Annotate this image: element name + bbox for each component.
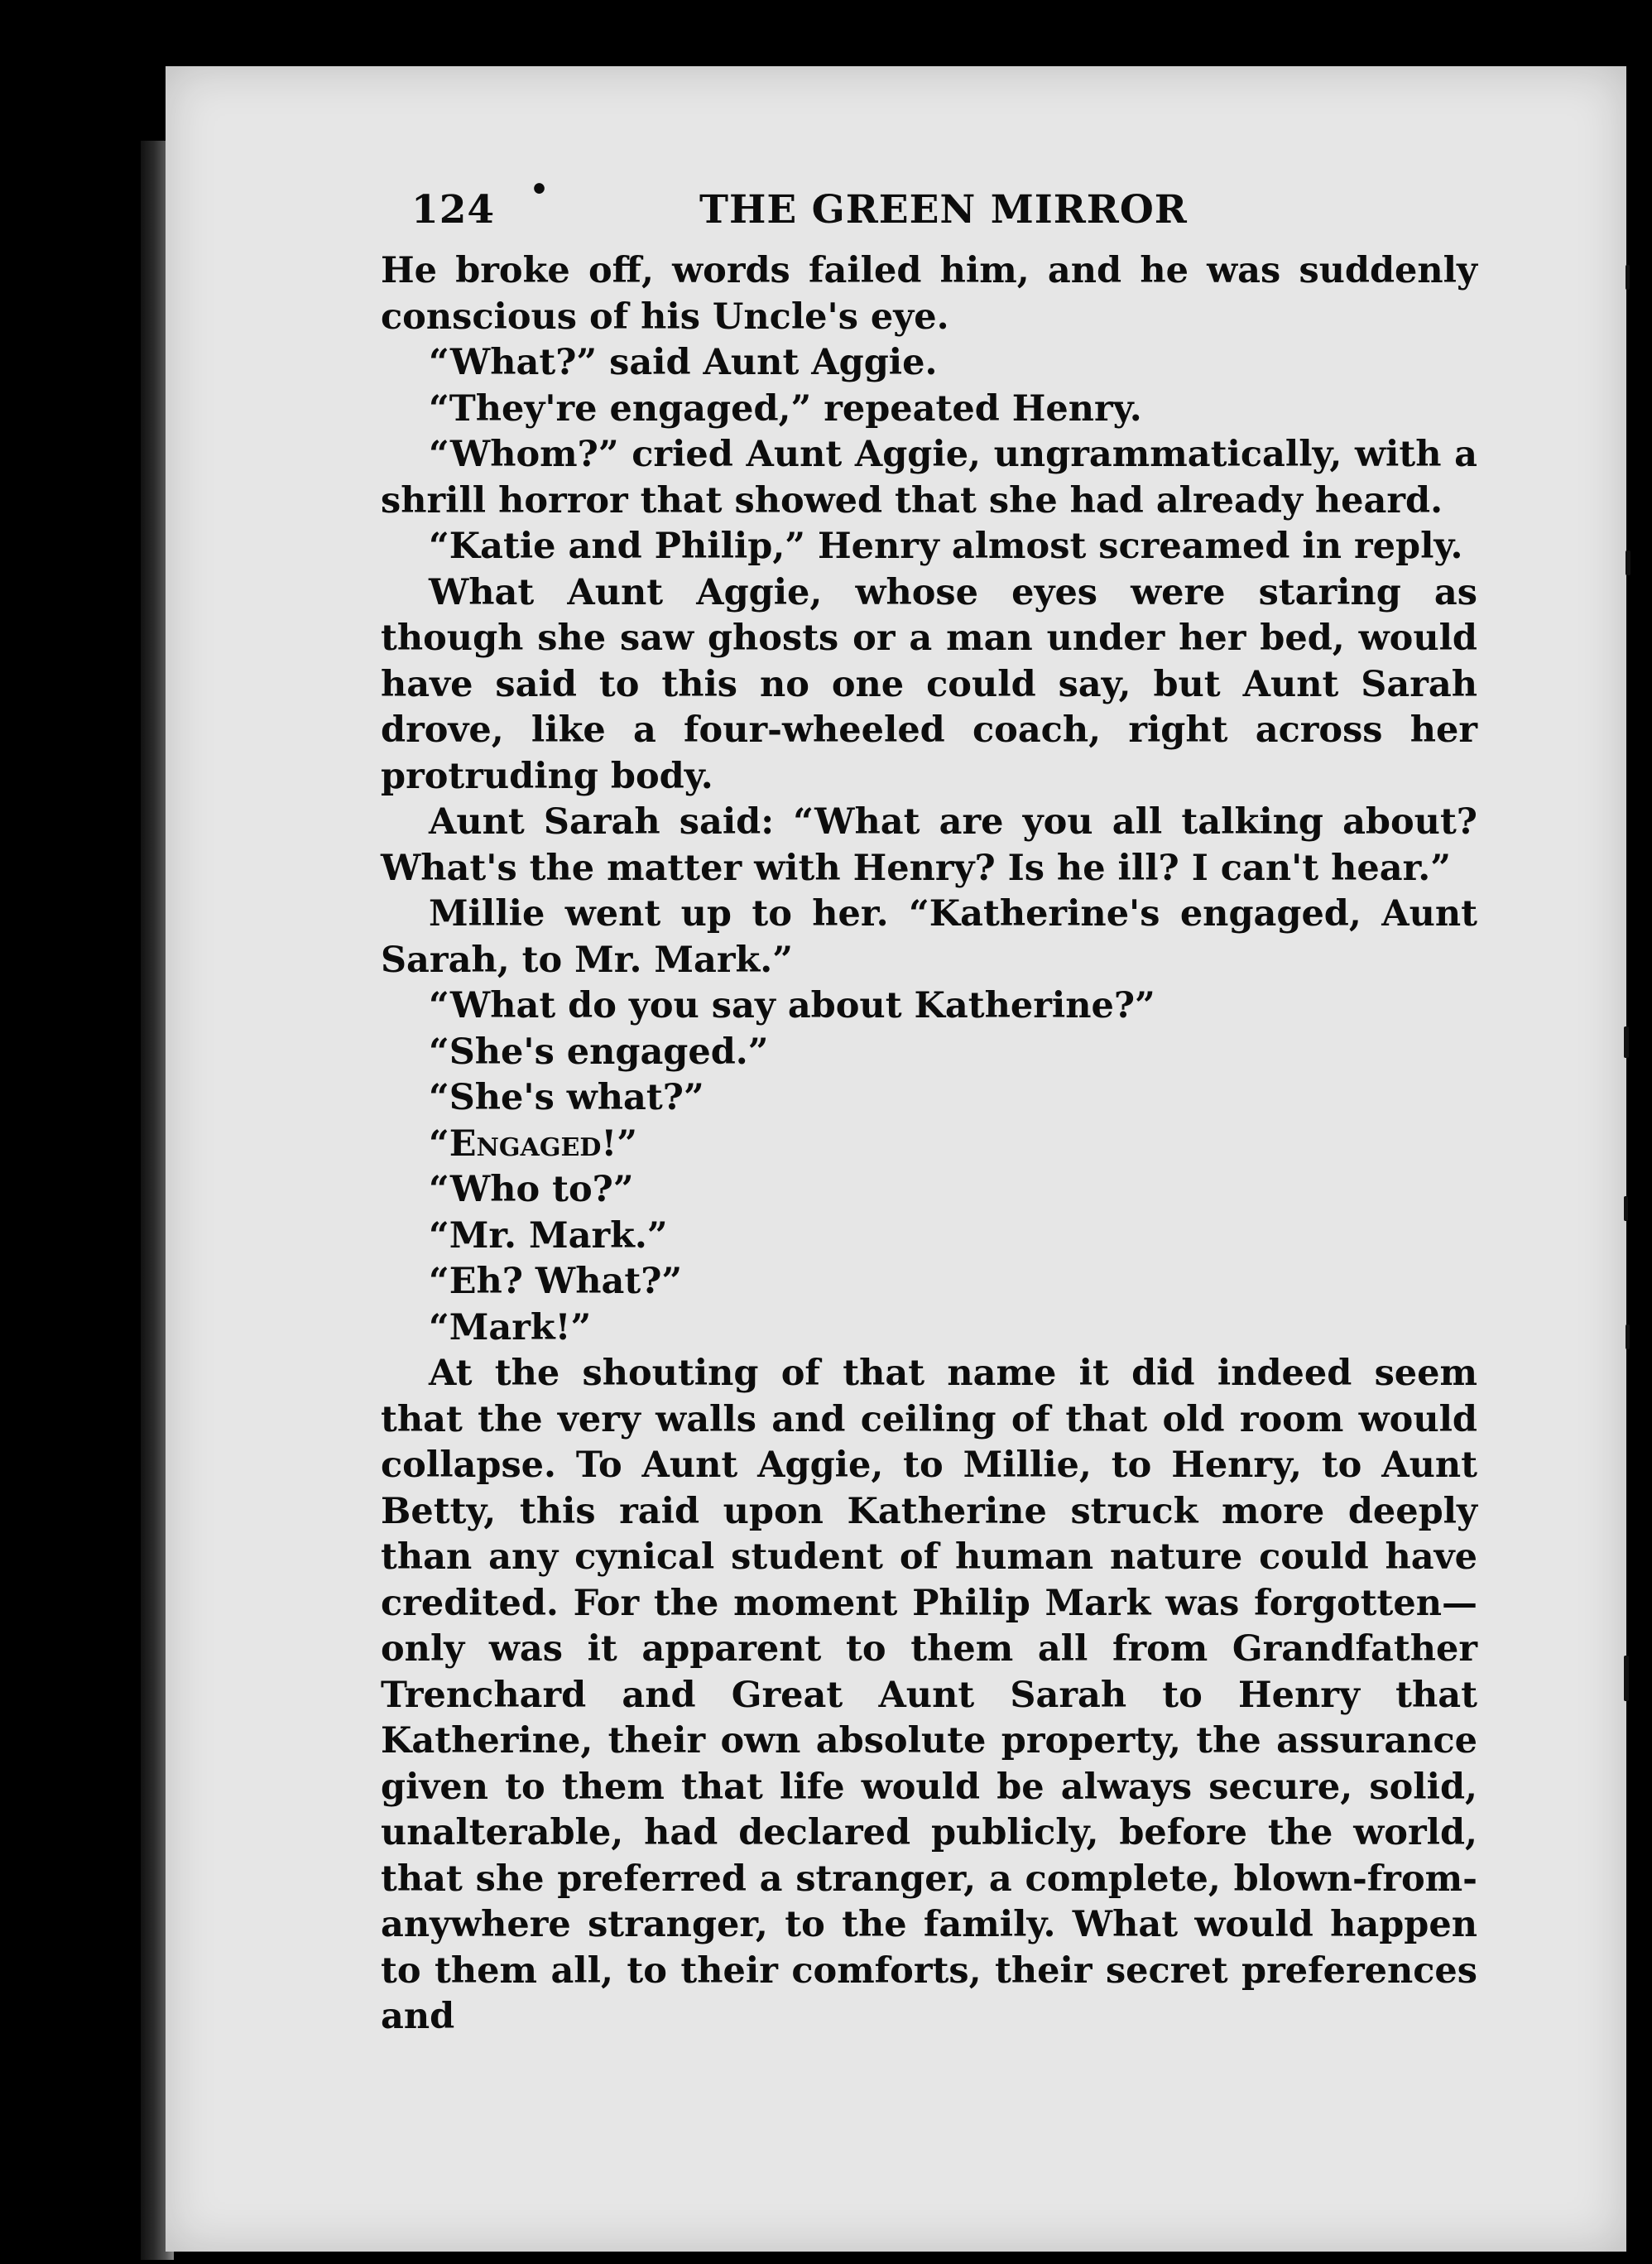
paragraph: “She's what?” <box>429 1077 704 1118</box>
paragraph: “Who to?” <box>429 1169 634 1210</box>
margin-mark <box>1626 265 1630 290</box>
paragraph: Millie went up to her. “Katherine's engaged, Aunt Sarah, to Mr. Mark.” <box>381 893 1477 981</box>
paragraph: Aunt Sarah said: “What are you all talking about? What's the matter with Henry? Is he ill? I can't hear.” <box>381 801 1477 889</box>
paragraph: At the shouting of that name it did indeed seem that the very walls and ceiling of that old room would collapse. To Aunt Aggie, to Millie, to Henry, to Aunt Betty, this raid upon Katherine struck more deeply than any cynical student of human nature could have credited. For the moment Philip Mark was forgotten—only was it apparent to them all from Grandfather Trenchard and Great Aunt Sarah to Henry that Katherine, their own absolute property, the assurance given to them that life would be always secure, solid, unalterable, had declared publicly, before the world, that she preferred a stranger, a complete, blown-from-anywhere stranger, to the family. What would happen to them all, to their comforts, their secret preferences and <box>381 1353 1477 2037</box>
paragraph: “Whom?” cried Aunt Aggie, ungrammatically, with a shrill horror that showed that she had already heard. <box>381 434 1477 522</box>
paragraph: “They're engaged,” repeated Henry. <box>429 387 1142 430</box>
paragraph: He broke off, words failed him, and he was suddenly conscious of his Uncle's eye. <box>381 250 1477 338</box>
paragraph: “Engaged!” <box>429 1122 637 1165</box>
running-title: THE GREEN MIRROR <box>699 187 1188 233</box>
page-text <box>381 172 1477 2040</box>
margin-mark <box>1624 1656 1629 1701</box>
paragraph: “Mr. Mark.” <box>429 1214 668 1257</box>
header-mark: • <box>530 172 550 207</box>
margin-mark <box>1626 550 1630 575</box>
margin-mark <box>1626 1324 1630 1349</box>
paragraph: “What?” said Aunt Aggie. <box>429 342 938 383</box>
running-header <box>381 172 1477 248</box>
paragraph: What Aunt Aggie, whose eyes were staring as though she saw ghosts or a man under her bed, would have said to this no one could say, but Aunt Sarah drove, like a four-wheeled coach, right across her protruding body. <box>381 571 1477 797</box>
margin-mark <box>1624 1026 1629 1058</box>
margin-mark <box>1624 1196 1628 1221</box>
paragraph: “Mark!” <box>429 1306 592 1348</box>
paragraph: “Katie and Philip,” Henry almost screamed in reply. <box>429 526 1463 567</box>
page-number: 124 <box>411 187 496 233</box>
paragraph: “She's engaged.” <box>429 1031 769 1073</box>
paragraph: “Eh? What?” <box>429 1261 683 1302</box>
paragraph: “What do you say about Katherine?” <box>429 985 1155 1026</box>
